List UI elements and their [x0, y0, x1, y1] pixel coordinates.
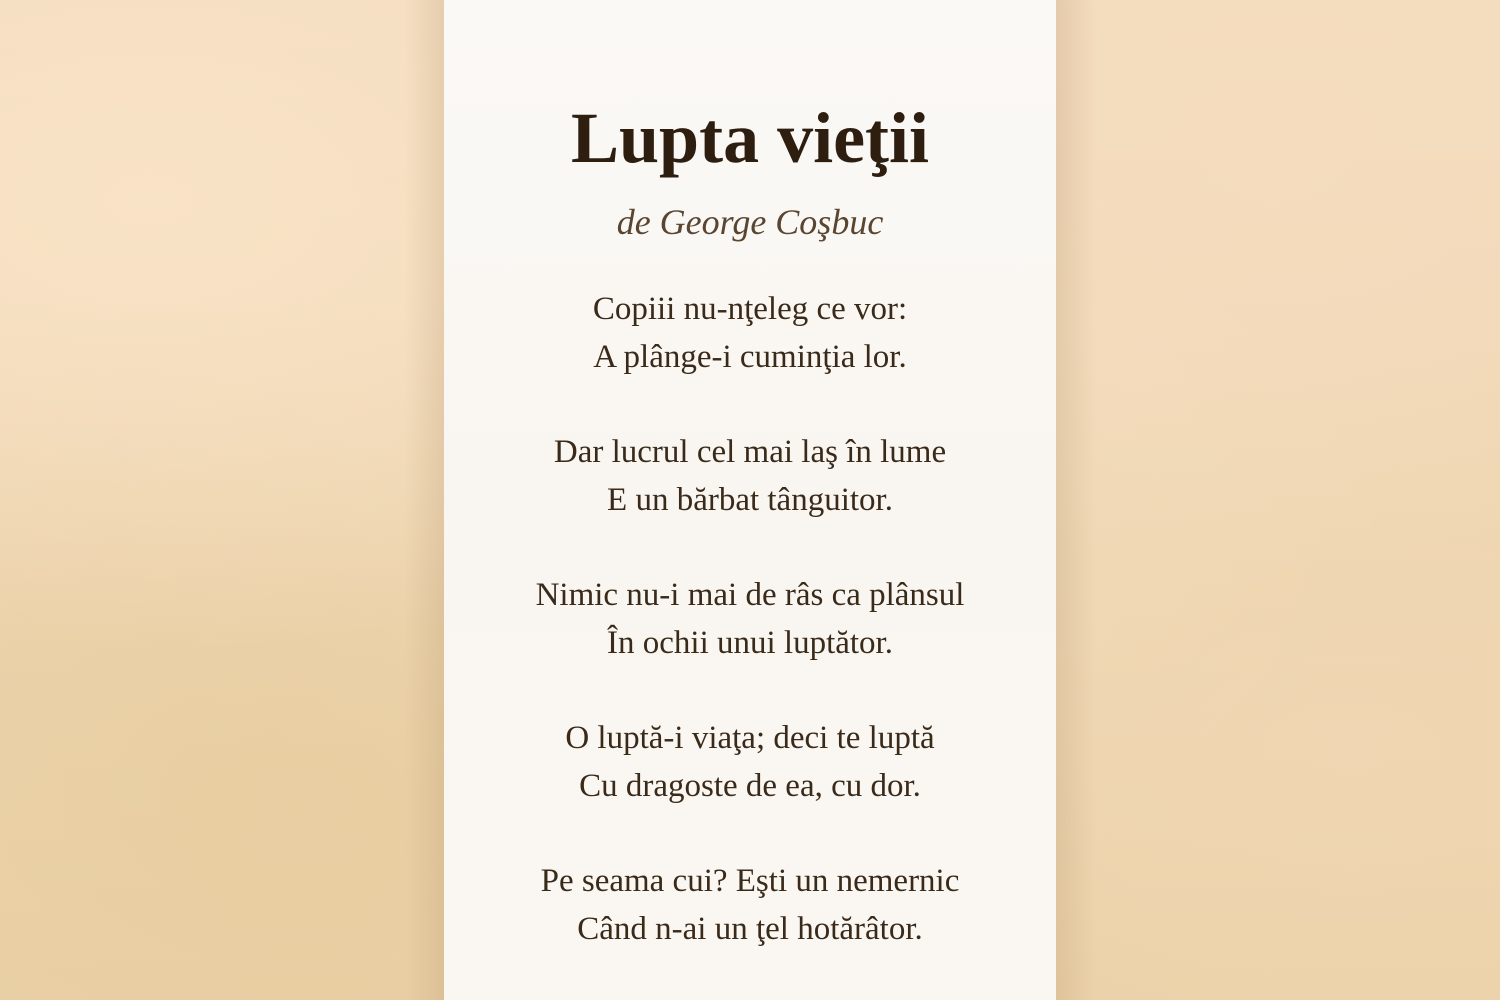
poem-line: Când n-ai un ţel hotărâtor. — [577, 911, 923, 947]
poem-line: Copiii nu-nţeleg ce vor: — [592, 291, 908, 327]
stanza-3 — [444, 571, 1056, 667]
poem-line: A plânge-i cuminţia lor. — [593, 339, 907, 375]
poem-line: O luptă-i viaţa; deci te luptă — [565, 720, 935, 756]
poem-line: În ochii unui luptător. — [607, 625, 893, 661]
poem-title: Lupta vieţii — [570, 98, 930, 178]
stanza-1 — [444, 285, 1056, 381]
poem-body — [444, 285, 1056, 953]
poem-author: de George Coşbuc — [616, 202, 884, 242]
poem-page — [444, 0, 1056, 1000]
poem-line: Dar lucrul cel mai laş în lume — [553, 434, 947, 470]
background-shadow-left — [404, 0, 444, 1000]
poem-line: Cu dragoste de ea, cu dor. — [579, 768, 921, 804]
stanza-5 — [444, 857, 1056, 953]
poem-line: Nimic nu-i mai de râs ca plânsul — [535, 577, 965, 613]
poem-line: Pe seama cui? Eşti un nemernic — [540, 863, 960, 899]
stanza-4 — [444, 714, 1056, 810]
poem-line: E un bărbat tânguitor. — [607, 482, 893, 518]
stanza-2 — [444, 428, 1056, 524]
background-shadow-right — [1056, 0, 1096, 1000]
